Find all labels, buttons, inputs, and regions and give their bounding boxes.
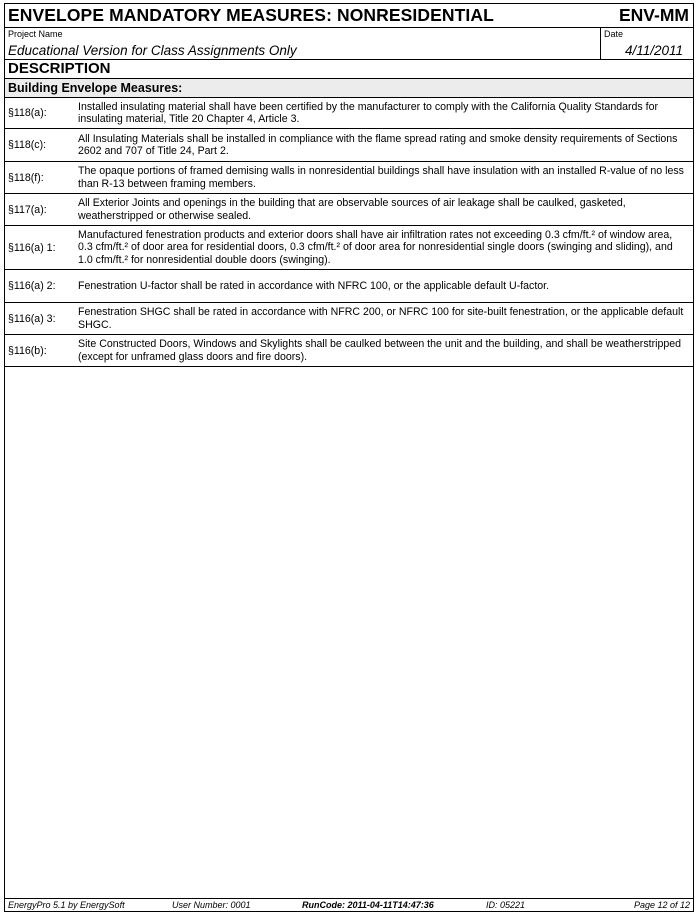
measure-row: [5, 303, 693, 335]
section-header: [5, 79, 693, 98]
measure-code: §116(a) 3:: [8, 312, 56, 325]
measure-row: [5, 194, 693, 226]
measure-text: All Exterior Joints and openings in the building that are observable sources of air leakage shall be caulked, gasketed, weatherstripped or otherwise sealed.: [78, 197, 626, 222]
measure-text: Fenestration U-factor shall be rated in accordance with NFRC 100, or the applicable default U-factor.: [78, 279, 550, 292]
project-name-label: Project Name: [8, 29, 63, 39]
date-value: 4/11/2011: [624, 43, 683, 58]
measure-code: §116(a) 1:: [8, 241, 56, 254]
measure-text: All Insulating Materials shall be installed in compliance with the flame spread rating and smoke density requirements of Sections 2602 and 707 of Title 24, Part 2.: [78, 132, 678, 157]
description-header: [5, 60, 693, 79]
measure-row: [5, 129, 693, 162]
measure-row: [5, 270, 693, 303]
form-code: ENV-MM: [619, 5, 689, 25]
description-title: DESCRIPTION: [8, 60, 111, 77]
footer-id: ID: 05221: [486, 900, 526, 910]
measure-code: §118(f):: [8, 171, 44, 184]
measure-code: §118(c):: [8, 139, 47, 151]
measure-row: [5, 162, 693, 194]
footer-software: EnergyPro 5.1 by EnergySoft: [8, 900, 125, 910]
measure-text: Manufactured fenestration products and exterior doors shall have air infiltration rates not exceeding 0.3 cfm/ft.² of window area, 0.3 cfm/ft.² of door area for residential doors, 0.3 cfm/ft.² of door area for nonresidential single doors (swinging and sliding), and 1.0 cfm/ft.² for nonresidential double doors (swinging).: [78, 228, 673, 266]
measure-code: §116(b):: [8, 344, 47, 357]
form-title: ENVELOPE MANDATORY MEASURES: NONRESIDENTIAL: [8, 5, 494, 25]
measure-row: [5, 226, 693, 270]
measure-code: §116(a) 2:: [8, 280, 56, 292]
project-name-cell: [5, 28, 601, 59]
footer-page-number: Page 12 of 12: [633, 900, 690, 910]
project-name-value: Educational Version for Class Assignments Only: [8, 43, 297, 58]
footer: [5, 898, 693, 911]
measure-row: [5, 98, 693, 129]
date-label: Date: [604, 29, 624, 39]
measure-text: Fenestration SHGC shall be rated in accordance with NFRC 200, or NFRC 100 for site-built fenestration, or the applicable default SHGC.: [78, 306, 684, 331]
measure-text: Installed insulating material shall have been certified by the manufacturer to comply with the California Quality Standards for insulating material, Title 20 Chapter 4, Article 3.: [78, 100, 659, 125]
title-bar: [5, 4, 693, 28]
section-title: Building Envelope Measures:: [8, 81, 183, 95]
measure-row: [5, 335, 693, 367]
footer-run-code: RunCode: 2011-04-11T14:47:36: [302, 900, 434, 910]
measures-list: [5, 98, 693, 367]
measure-text: Site Constructed Doors, Windows and Skylights shall be caulked between the unit and the building, and shall be weatherstripped (except for unframed glass doors and fire doors).: [78, 338, 682, 363]
measure-code: §118(a):: [8, 107, 47, 119]
measure-text: The opaque portions of framed demising walls in nonresidential buildings shall have insulation with an installed R-value of no less than R-13 between framing members.: [78, 165, 684, 190]
form-frame: [4, 3, 694, 912]
footer-user-number: User Number: 0001: [172, 900, 251, 910]
date-cell: [601, 28, 693, 59]
project-row: [5, 28, 693, 60]
measure-code: §117(a):: [8, 203, 47, 216]
